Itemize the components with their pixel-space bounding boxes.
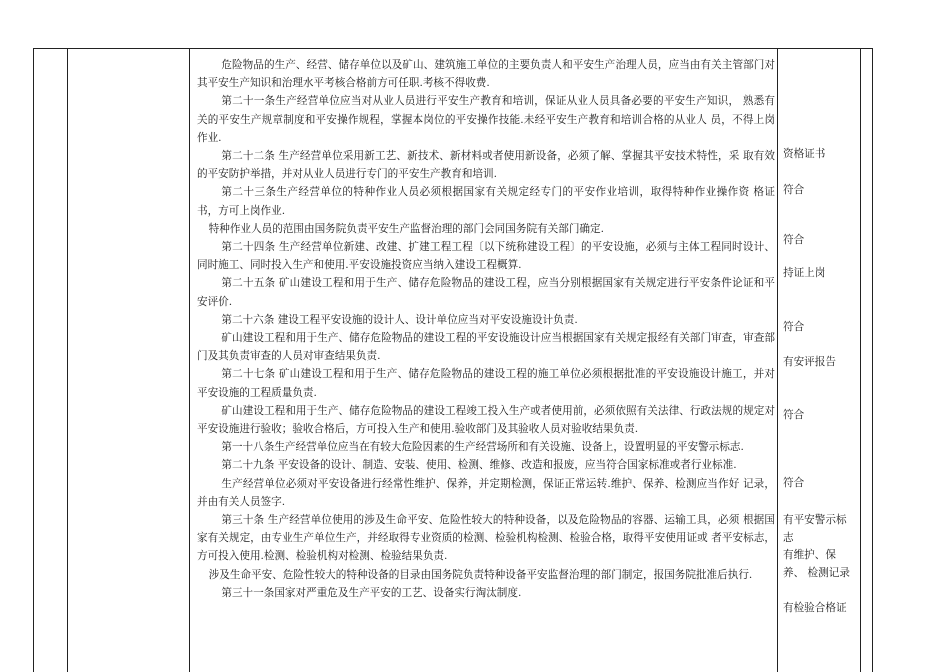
law-paragraph: 生产经营单位必须对平安设备进行经常性维护、保养，并定期检测，保证正常运转.维护、保养、检测应当作好 记录，并由有关人员签字. (197, 477, 775, 508)
compliance-note: 有维护、保 (783, 549, 836, 561)
law-paragraph: 第二十四条 生产经营单位新建、改建、扩建工程工程〔以下统称建设工程〕的平安设施，必须与主体工程同时设计、同时施工、同时投入生产和使用.平安设施投资应当纳入建设工程概算. (197, 241, 775, 272)
law-paragraph: 危险物品的生产、经营、储存单位以及矿山、建筑施工单位的主要负责人和平安生产治理人员，应当由有关主管部门对其平安生产知识和治理水平考核合格前方可任职.考核不得收费. (197, 59, 775, 90)
law-paragraph: 第二十六条 建设工程平安设施的设计人、设计单位应当对平安设施设计负责. (221, 313, 578, 326)
law-paragraph: 第二十二条 生产经营单位采用新工艺、新技术、新材料或者使用新设备，必须了解、掌握其平安技术特性，采 取有效的平安防护举措，并对从业人员进行专门的平安生产教育和培训. (197, 150, 775, 181)
law-paragraph: 第二十三条生产经营单位的特种作业人员必须根据国家有关规定经专门的平安作业培训，取得特种作业操作资 格证书，方可上岗作业. (197, 186, 775, 217)
law-paragraph: 第三十条 生产经营单位使用的涉及生命平安、危险性较大的特种设备，以及危险物品的容器、运输工具，必须 根据国家有关规定，由专业生产单位生产，并经取得专业资质的检测、检验机构检测、检验合格，取得平安使用证或 者平安标志，方可投入使用.检测、检验机构对检测、检验结果负责. (197, 514, 775, 563)
compliance-note: 资格证书 (783, 148, 826, 160)
law-paragraph: 涉及生命平安、危险性较大的特种设备的目录由国务院负责特种设备平安监督治理的部门制定，报国务院批准后执行. (208, 568, 753, 581)
column-divider-3 (777, 48, 778, 672)
compliance-note: 有安评报告 (783, 356, 836, 368)
compliance-note: 符合 (783, 477, 805, 489)
law-paragraph: 特种作业人员的范围由国务院负责平安生产监督治理的部门会同国务院有关部门确定. (208, 222, 604, 235)
law-paragraph: 第二十七条 矿山建设工程和用于生产、储存危险物品的建设工程的施工单位必须根据批准的平安设施设计施工，并对平安设施的工程质量负责. (197, 368, 775, 399)
law-paragraph: 第一十八条生产经营单位应当在有较大危险因素的生产经营场所和有关设施、设备上，设置明显的平安警示标志. (221, 441, 744, 454)
column-divider-4 (860, 48, 861, 672)
law-paragraph: 矿山建设工程和用于生产、储存危险物品的建设工程竣工投入生产或者使用前，必须依照有关法律、行政法规的规定对平安设施进行验收；验收合格后，方可投入生产和使用.验收部门及其验收人员对验收结果负责. (197, 404, 775, 436)
compliance-note: 有平安警示标 (783, 514, 847, 526)
column-divider-1 (67, 48, 68, 672)
compliance-note: 有检验合格证 (783, 602, 847, 614)
compliance-note: 符合 (783, 321, 805, 333)
compliance-note: 符合 (783, 184, 805, 196)
law-paragraph: 第二十一条生产经营单位应当对从业人员进行平安生产教育和培训，保证从业人员具备必要的平安生产知识， 熟悉有关的平安生产规章制度和平安操作规程，掌握本岗位的平安操作技能.未经平安生产教育和培训合格的从业人 员，不得上岗作业. (197, 95, 775, 144)
law-paragraph: 第二十五条 矿山建设工程和用于生产、储存危险物品的建设工程，应当分别根据国家有关规定进行平安条件论证和平安评价. (197, 277, 775, 308)
law-text-cell (197, 56, 775, 602)
column-divider-2 (189, 48, 190, 672)
law-paragraph: 矿山建设工程和用于生产、储存危险物品的建设工程的平安设施设计应当根据国家有关规定报经有关部门审查，审查部门及其负责审查的人员对审查结果负责. (197, 332, 775, 363)
compliance-note: 符合 (783, 234, 805, 246)
law-paragraph: 第三十一条国家对严重危及生产平安的工艺、设备实行淘汰制度. (221, 586, 522, 599)
compliance-note: 持证上岗 (783, 267, 826, 279)
law-paragraph: 第二十九条 平安设备的设计、制造、安装、使用、检测、维修、改造和报废，应当符合国家标准或者行业标准. (221, 459, 737, 472)
compliance-note: 志 (783, 532, 794, 544)
compliance-note: 养、 检测记录 (783, 567, 850, 579)
compliance-note: 符合 (783, 409, 805, 421)
